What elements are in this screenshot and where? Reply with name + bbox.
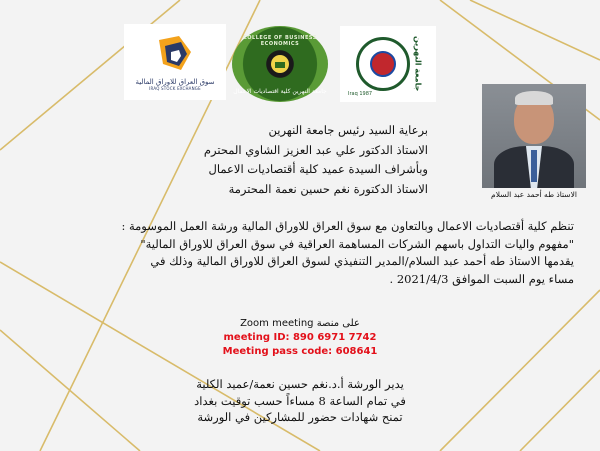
college-seal-icon bbox=[232, 26, 328, 102]
university-logo bbox=[340, 26, 436, 102]
college-emblem-icon bbox=[269, 53, 291, 75]
college-logo-bottom-text: جامعة النهرين كلية اقتصاديات الاعمال bbox=[233, 88, 327, 95]
patronage-line: وبأشراف السيدة عميد كلية أقتصاديات الاعمال bbox=[208, 162, 428, 176]
college-logo-top-text: COLLEGE OF BUSINESS ECONOMICS bbox=[243, 35, 317, 47]
announcement-line: مساء يوم السبت الموافق 2021/4/3 . bbox=[389, 271, 574, 286]
footer-line: يدير الورشة أ.د.نغم حسين نعمة/عميد الكلية bbox=[196, 377, 404, 391]
zoom-meeting-id: meeting ID: 890 6971 7742 bbox=[223, 332, 377, 343]
announcement-line: "مفهوم واليات التداول باسهم الشركات المساهمة العراقية في سوق العراق للاوراق المالية" bbox=[140, 236, 574, 251]
patronage-line: الاستاذ الدكتورة نغم حسين نعمة المحترمة bbox=[228, 181, 428, 196]
iraq-stock-exchange-icon bbox=[151, 34, 199, 76]
announcement-line: يقدمها الاستاذ طه أحمد عبد السلام/المدير التنفيذي لسوق العراق للاوراق المالية وذلك في bbox=[150, 254, 574, 269]
zoom-details bbox=[0, 317, 600, 359]
patronage-block bbox=[204, 121, 428, 199]
university-logo-year: Iraq 1987 bbox=[348, 91, 373, 97]
announcement-block bbox=[121, 218, 574, 288]
announcement-line: تنظم كلية أقتصاديات الاعمال وبالتعاون مع سوق العراق للاوراق المالية ورشة العمل الموسومة : bbox=[121, 219, 574, 233]
patronage-line: الاستاذ الدكتور علي عبد العزيز الشاوي المحترم bbox=[203, 142, 428, 157]
presenter-photo bbox=[482, 84, 586, 188]
exchange-logo-caption: سوق العراق للاوراق المالية bbox=[135, 77, 215, 86]
zoom-pass-code: Meeting pass code: 608641 bbox=[222, 346, 378, 357]
zoom-platform-text: على منصة Zoom meeting bbox=[240, 318, 360, 329]
footer-block bbox=[0, 376, 600, 426]
footer-line: تمنح شهادات حضور للمشاركين في الورشة bbox=[197, 410, 403, 424]
exchange-logo-subcaption: IRAQ STOCK EXCHANGE bbox=[149, 85, 201, 91]
presenter-photo-caption: الاستاذ طه أحمد عبد السلام bbox=[491, 190, 577, 199]
university-seal-icon bbox=[356, 37, 410, 91]
college-logo bbox=[228, 24, 332, 104]
footer-line: في تمام الساعة 8 مساءاً حسب توقيت بغداد bbox=[194, 393, 406, 408]
university-logo-name: جامعة النهرين bbox=[413, 36, 423, 92]
exchange-logo bbox=[124, 24, 226, 100]
patronage-line: برعاية السيد رئيس جامعة النهرين bbox=[268, 123, 428, 137]
